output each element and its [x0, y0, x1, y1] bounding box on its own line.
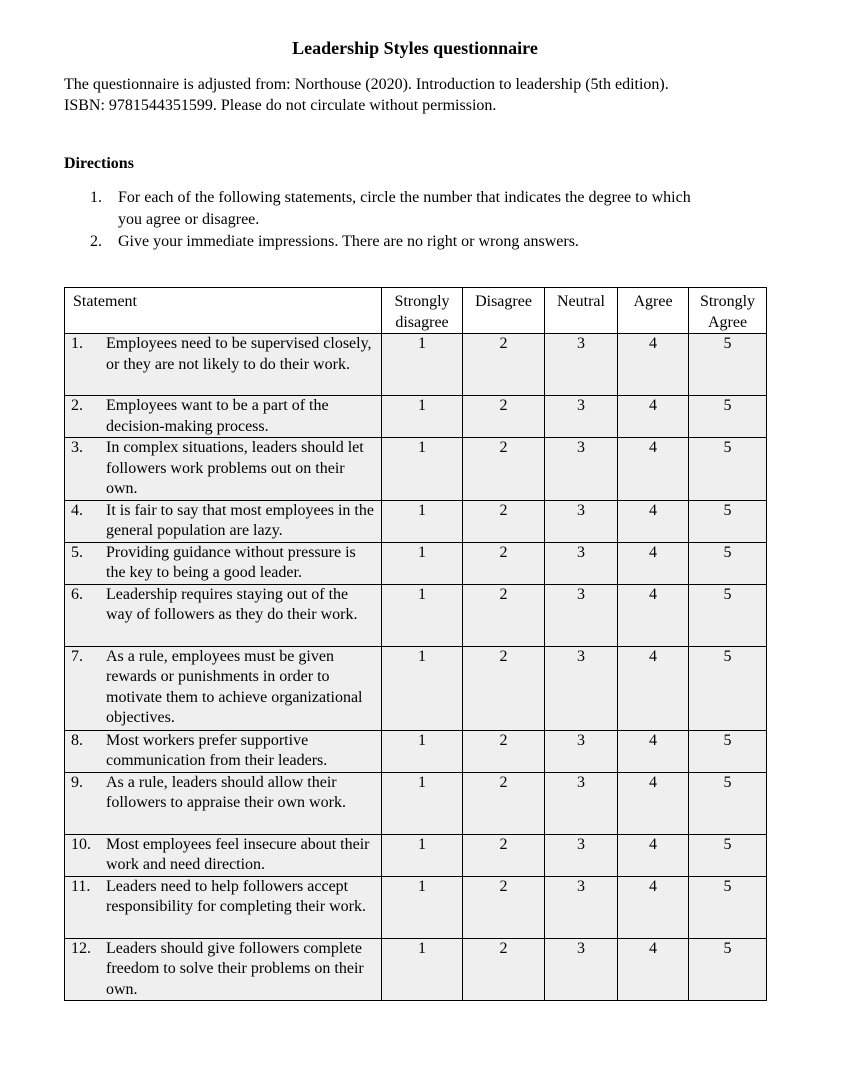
- rating-option-3[interactable]: 3: [545, 730, 618, 772]
- direction-text-line: For each of the following statements, circle the number that indicates the degree to which: [118, 189, 691, 206]
- rating-option-3[interactable]: 3: [545, 334, 618, 396]
- rating-option-5[interactable]: 5: [689, 772, 767, 834]
- statement-text: Leaders need to help followers accept responsibility for completing their work.: [106, 877, 366, 915]
- statement-cell: [65, 438, 382, 501]
- rating-option-4[interactable]: 4: [618, 542, 689, 584]
- table-row: [65, 584, 767, 646]
- header-strongly-disagree: Strongly disagree: [382, 288, 463, 334]
- direction-number: 2.: [90, 233, 102, 250]
- rating-option-1[interactable]: 1: [382, 396, 463, 438]
- rating-option-1[interactable]: 1: [382, 772, 463, 834]
- directions-heading: Directions: [64, 155, 134, 172]
- rating-option-3[interactable]: 3: [545, 876, 618, 938]
- rating-option-3[interactable]: 3: [545, 834, 618, 876]
- rating-option-2[interactable]: 2: [463, 730, 545, 772]
- intro-line-1: The questionnaire is adjusted from: Northouse (2020). Introduction to leadership (5th edition).: [64, 76, 669, 93]
- rating-option-3[interactable]: 3: [545, 584, 618, 646]
- statement-cell: [65, 334, 382, 396]
- rating-option-1[interactable]: 1: [382, 584, 463, 646]
- statement-number: 12.: [71, 939, 91, 957]
- rating-option-2[interactable]: 2: [463, 772, 545, 834]
- statement-number: 2.: [71, 397, 83, 414]
- table-row: [65, 542, 767, 584]
- rating-option-4[interactable]: 4: [618, 772, 689, 834]
- rating-option-4[interactable]: 4: [618, 876, 689, 938]
- rating-option-4[interactable]: 4: [618, 730, 689, 772]
- rating-option-1[interactable]: 1: [382, 834, 463, 876]
- header-agree: Agree: [618, 288, 689, 334]
- table-row: [65, 438, 767, 501]
- header-strongly-agree: Strongly Agree: [689, 288, 767, 334]
- direction-number: 1.: [90, 189, 102, 206]
- rating-option-5[interactable]: 5: [689, 542, 767, 584]
- header-statement: Statement: [65, 288, 382, 334]
- rating-option-4[interactable]: 4: [618, 334, 689, 396]
- rating-option-4[interactable]: 4: [618, 500, 689, 542]
- table-row: [65, 876, 767, 938]
- questionnaire-rows: [65, 334, 767, 1001]
- rating-option-5[interactable]: 5: [689, 730, 767, 772]
- statement-number: 7.: [71, 647, 83, 665]
- statement-text: As a rule, employees must be given rewards or punishments in order to motivate them to achieve organizational objectives.: [106, 647, 363, 726]
- rating-option-4[interactable]: 4: [618, 834, 689, 876]
- rating-option-5[interactable]: 5: [689, 938, 767, 1001]
- direction-item: [90, 187, 780, 231]
- rating-option-3[interactable]: 3: [545, 500, 618, 542]
- rating-option-5[interactable]: 5: [689, 646, 767, 730]
- statement-text: It is fair to say that most employees in the general population are lazy.: [106, 501, 374, 539]
- statement-cell: [65, 584, 382, 646]
- rating-option-4[interactable]: 4: [618, 396, 689, 438]
- rating-option-1[interactable]: 1: [382, 646, 463, 730]
- rating-option-1[interactable]: 1: [382, 938, 463, 1001]
- rating-option-5[interactable]: 5: [689, 834, 767, 876]
- table-row: [65, 334, 767, 396]
- rating-option-1[interactable]: 1: [382, 730, 463, 772]
- table-row: [65, 834, 767, 876]
- intro-line-2: ISBN: 9781544351599. Please do not circulate without permission.: [64, 97, 497, 114]
- statement-text: Employees need to be supervised closely, or they are not likely to do their work.: [106, 335, 372, 373]
- rating-option-1[interactable]: 1: [382, 542, 463, 584]
- table-row: [65, 938, 767, 1001]
- statement-text: Employees want to be a part of the decision-making process.: [106, 397, 329, 435]
- questionnaire-table: [64, 287, 767, 1001]
- statement-number: 10.: [71, 835, 91, 853]
- statement-text: Providing guidance without pressure is the key to being a good leader.: [106, 543, 356, 581]
- rating-option-5[interactable]: 5: [689, 334, 767, 396]
- statement-cell: [65, 730, 382, 772]
- rating-option-3[interactable]: 3: [545, 646, 618, 730]
- rating-option-5[interactable]: 5: [689, 500, 767, 542]
- statement-number: 1.: [71, 335, 83, 352]
- rating-option-3[interactable]: 3: [545, 396, 618, 438]
- rating-option-4[interactable]: 4: [618, 438, 689, 501]
- statement-text: Leadership requires staying out of the way of followers as they do their work.: [106, 585, 358, 623]
- table-row: [65, 730, 767, 772]
- rating-option-3[interactable]: 3: [545, 938, 618, 1001]
- statement-cell: [65, 876, 382, 938]
- rating-option-3[interactable]: 3: [545, 542, 618, 584]
- rating-option-2[interactable]: 2: [463, 438, 545, 501]
- rating-option-1[interactable]: 1: [382, 500, 463, 542]
- intro-paragraph: [64, 74, 784, 116]
- statement-text: Most workers prefer supportive communication from their leaders.: [106, 731, 328, 769]
- page-title: Leadership Styles questionnaire: [292, 38, 538, 58]
- rating-option-2[interactable]: 2: [463, 584, 545, 646]
- rating-option-5[interactable]: 5: [689, 396, 767, 438]
- directions-list: [90, 187, 780, 253]
- rating-option-3[interactable]: 3: [545, 438, 618, 501]
- rating-option-2[interactable]: 2: [463, 542, 545, 584]
- statement-text: Leaders should give followers complete freedom to solve their problems on their own.: [106, 939, 364, 998]
- rating-option-1[interactable]: 1: [382, 438, 463, 501]
- rating-option-4[interactable]: 4: [618, 584, 689, 646]
- statement-number: 6.: [71, 585, 83, 603]
- rating-option-1[interactable]: 1: [382, 334, 463, 396]
- statement-text: Most employees feel insecure about their work and need direction.: [106, 835, 370, 873]
- direction-item: [90, 231, 780, 253]
- rating-option-4[interactable]: 4: [618, 646, 689, 730]
- rating-option-5[interactable]: 5: [689, 438, 767, 501]
- rating-option-3[interactable]: 3: [545, 772, 618, 834]
- table-row: [65, 500, 767, 542]
- statement-cell: [65, 542, 382, 584]
- rating-option-2[interactable]: 2: [463, 396, 545, 438]
- statement-number: 9.: [71, 773, 83, 791]
- direction-text-line: you agree or disagree.: [118, 211, 260, 228]
- rating-option-4[interactable]: 4: [618, 938, 689, 1001]
- statement-cell: [65, 500, 382, 542]
- rating-option-1[interactable]: 1: [382, 876, 463, 938]
- rating-option-2[interactable]: 2: [463, 834, 545, 876]
- statement-text: As a rule, leaders should allow their followers to appraise their own work.: [106, 773, 346, 811]
- rating-option-2[interactable]: 2: [463, 646, 545, 730]
- rating-option-5[interactable]: 5: [689, 876, 767, 938]
- statement-number: 5.: [71, 543, 83, 561]
- rating-option-2[interactable]: 2: [463, 876, 545, 938]
- table-row: [65, 772, 767, 834]
- statement-number: 8.: [71, 731, 83, 749]
- rating-option-2[interactable]: 2: [463, 334, 545, 396]
- table-row: [65, 646, 767, 730]
- statement-number: 4.: [71, 501, 83, 519]
- rating-option-2[interactable]: 2: [463, 500, 545, 542]
- header-row: [65, 288, 767, 334]
- rating-option-5[interactable]: 5: [689, 584, 767, 646]
- statement-cell: [65, 396, 382, 438]
- header-neutral: Neutral: [545, 288, 618, 334]
- statement-cell: [65, 772, 382, 834]
- table-row: [65, 396, 767, 438]
- statement-cell: [65, 646, 382, 730]
- direction-text-line: Give your immediate impressions. There are no right or wrong answers.: [118, 233, 579, 250]
- statement-number: 11.: [71, 877, 91, 895]
- statement-number: 3.: [71, 439, 83, 456]
- rating-option-2[interactable]: 2: [463, 938, 545, 1001]
- statement-cell: [65, 834, 382, 876]
- statement-cell: [65, 938, 382, 1001]
- statement-text: In complex situations, leaders should let followers work problems out on their own.: [106, 439, 364, 497]
- header-disagree: Disagree: [463, 288, 545, 334]
